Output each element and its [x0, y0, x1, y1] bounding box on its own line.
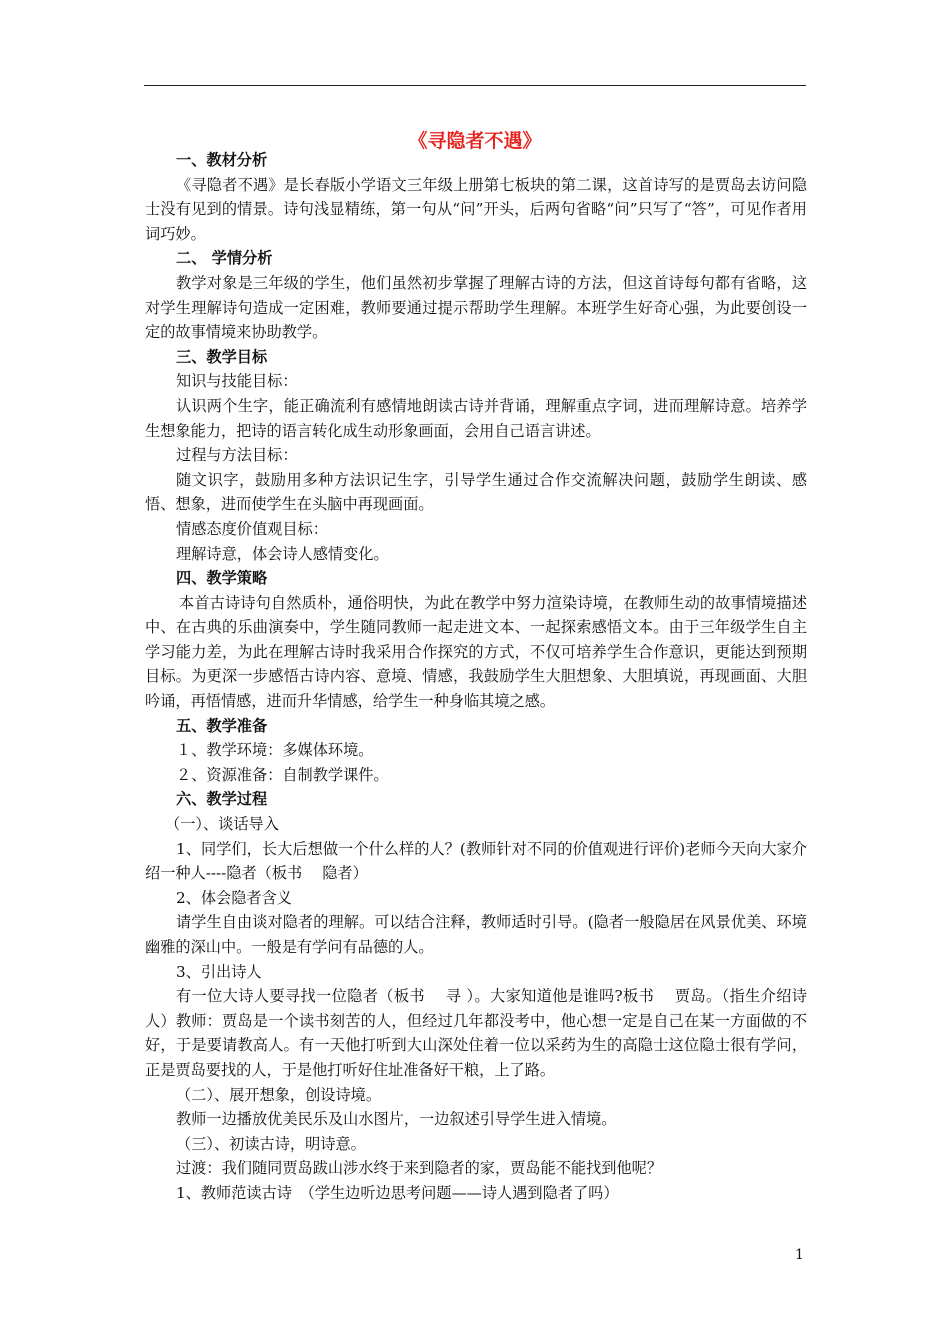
- body-paragraph: 过渡：我们随同贾岛跋山涉水终于来到隐者的家，贾岛能不能找到他呢？: [176, 1159, 662, 1178]
- body-paragraph: 有一位大诗人要寻找一位隐者（板书 寻 ）。大家知道他是谁吗?板书 贾岛。（指生介绍诗人）教师：贾岛是一个读书刻苦的人，但经过几年都没考中，他心想一定是自己在某一方面做的不好，于是要请教高人。有一天他打听到大山深处住着一位以采药为生的高隐士这位隐士很有学问，正是贾岛要找的人，于是他打听好住址准备好干粮，上了路。: [145, 987, 807, 1079]
- body-paragraph: （三）、初读古诗，明诗意。: [176, 1134, 366, 1153]
- section-heading: 五、教学准备: [176, 716, 268, 735]
- body-paragraph: 认识两个生字，能正确流利有感情地朗读古诗并背诵，理解重点字词，进而理解诗意。培养学生想象能力，把诗的语言转化成生动形象画面，会用自己语言讲述。: [145, 396, 807, 440]
- section-heading: 二、 学情分析: [176, 249, 273, 268]
- body-paragraph: 本首古诗诗句自然质朴，通俗明快，为此在教学中努力渲染诗境，在教师生动的故事情境描述中、在古典的乐曲演奏中，学生随同教师一起走进文本、一起探索感悟文本。由于三年级学生自主学习能力差，为此在理解古诗时我采用合作探究的方式，不仅可培养学生合作意识，更能达到预期目标。为更深一步感悟古诗内容、意境、情感，我鼓励学生大胆想象、大胆填说，再现画面、大胆吟诵，再悟情感，进而升华情感，给学生一种身临其境之感。: [145, 593, 807, 711]
- body-paragraph: 知识与技能目标：: [176, 372, 298, 391]
- header-rule: [144, 85, 806, 86]
- body-paragraph: 2、体会隐者含义: [176, 888, 292, 907]
- body-paragraph: 3、引出诗人: [176, 962, 262, 981]
- body-paragraph: 请学生自由谈对隐者的理解。可以结合注释，教师适时引导。(隐者一般隐居在风景优美、环境幽雅的深山中。一般是有学问有品德的人。: [145, 913, 807, 956]
- body-paragraph: （一）、谈话导入: [165, 815, 279, 834]
- body-paragraph: 1、教师范读古诗 （学生边听边思考问题——诗人遇到隐者了吗）: [176, 1183, 619, 1202]
- body-paragraph: 理解诗意，体会诗人感情变化。: [176, 544, 389, 563]
- section-heading: 一、教材分析: [176, 151, 268, 169]
- body-paragraph: 教学对象是三年级的学生，他们虽然初步掌握了理解古诗的方法，但这首诗每句都有省略，这对学生理解诗句造成一定困难，教师要通过提示帮助学生理解。本班学生好奇心强，为此要创设一定的故事情境来协助教学。: [145, 273, 807, 342]
- body-paragraph: （二）、展开想象，创设诗境。: [176, 1085, 382, 1104]
- section-heading: 六、教学过程: [176, 790, 268, 809]
- body-paragraph: 1、同学们，长大后想做一个什么样的人？(教师针对不同的价值观进行评价)老师今天向大家介绍一种人----隐者（板书 隐者）: [145, 839, 807, 883]
- document-title: 《寻隐者不遇》: [408, 130, 542, 152]
- body-paragraph: ２、资源准备：自制教学课件。: [176, 765, 389, 784]
- body-paragraph: 《寻隐者不遇》是长春版小学语文三年级上册第七板块的第二课，这首诗写的是贾岛去访问隐士没有见到的情景。诗句浅显精练，第一句从“问”开头，后两句省略“问”只写了“答”，可见作者用词巧妙。: [145, 175, 807, 243]
- page-number: 1: [795, 1247, 804, 1263]
- body-paragraph: 情感态度价值观目标：: [176, 519, 328, 538]
- section-heading: 三、教学目标: [176, 347, 268, 366]
- body-paragraph: 随文识字，鼓励用多种方法识记生字，引导学生通过合作交流解决问题，鼓励学生朗读、感悟、想象，进而使学生在头脑中再现画面。: [145, 470, 807, 514]
- body-paragraph: 教师一边播放优美民乐及山水图片，一边叙述引导学生进入情境。: [176, 1110, 617, 1129]
- body-paragraph: １、教学环境：多媒体环境。: [176, 741, 374, 760]
- body-paragraph: 过程与方法目标：: [176, 446, 298, 465]
- document-body: [145, 148, 807, 1206]
- section-heading: 四、教学策略: [176, 569, 268, 588]
